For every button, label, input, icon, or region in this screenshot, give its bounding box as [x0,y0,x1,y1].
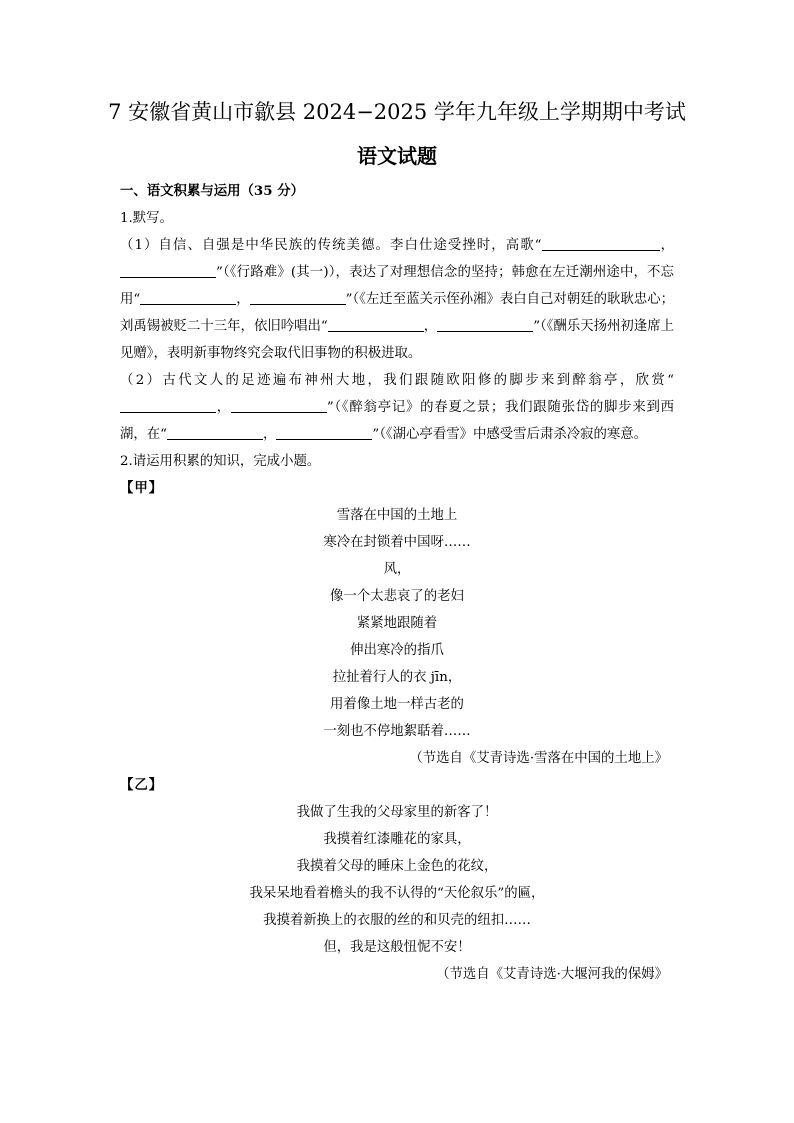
poem-b [120,799,674,961]
poem-line: 我摸着新换上的衣服的丝的和贝壳的纽扣…… [263,913,531,928]
question-2-heading: 2.请运用积累的知识，完成小题。 [120,454,321,469]
poem-line: 用着像土地一样古老的 [330,697,464,712]
section-heading: 一、语文积累与运用（35 分） [120,183,304,199]
poem-b-source: （节选自《艾青诗选·大堰河我的保姆》 [436,967,668,982]
poem-line: 紧紧地跟随着 [356,616,438,631]
poem-line: 寒冷在封锁着中国呀…… [323,535,471,550]
poem-line: 我摸着红漆雕花的家具， [323,832,471,847]
poem-line: 但，我是这般忸怩不安！ [323,940,471,955]
answer-blank[interactable] [437,317,533,332]
answer-blank[interactable] [276,425,372,440]
document-body [120,178,674,988]
poem-line: 拉扯着行人的衣 jīn， [332,670,462,685]
q1-text: ”（《左迁至蓝关示侄孙湘》表白自己对朝廷的耿耿忠心；刘禹锡被贬二十三年，依旧吟唱出“ [120,292,674,334]
answer-blank[interactable] [140,290,236,305]
poem-line: 风， [383,562,411,577]
poem-line: 像一个太悲哀了的老妇 [330,589,464,604]
poem-a [120,502,674,745]
poem-line: 我呆呆地看着檐头的我不认得的“天伦叙乐”的匾， [249,886,545,901]
document-subtitle: 语文试题 [357,144,437,168]
question-1-heading: 1.默写。 [120,211,173,226]
poem-line: 一刻也不停地絮聒着…… [323,724,471,739]
question-1-part-1 [120,232,674,367]
q1-text: ”（《行路难》(其一)），表达了对理想信念的坚持；韩愈在左迁潮州途中，不忘用“ [120,265,674,307]
poem-line: 我做了生我的父母家里的新客了！ [296,805,498,820]
q1-text: ， [263,427,277,442]
answer-blank[interactable] [120,398,216,413]
answer-blank[interactable] [231,398,327,413]
q1-text: ， [659,238,674,253]
poem-line: 雪落在中国的土地上 [336,508,458,523]
q1-text: ”（《湖心亭看雪》中感受雪后肃杀冷寂的寒意。 [372,427,648,442]
poem-label-a: 【甲】 [120,480,164,496]
answer-blank[interactable] [542,236,660,251]
q1-text: （1）自信、自强是中华民族的传统美德。李白仕途受挫时，高歌“ [120,238,542,253]
q1-text: ”（《酬乐天扬州初逢席上见赠》，表明新事物终究会取代旧事物的积极进取。 [120,319,674,361]
poem-a-source: （节选自《艾青诗选·雪落在中国的土地上》 [409,751,668,766]
poem-line: 我摸着父母的睡床上金色的花纹， [296,859,498,874]
question-1-part-2 [120,367,674,448]
poem-label-b: 【乙】 [120,777,164,793]
poem-line: 伸出寒冷的指爪 [350,643,444,658]
q1-text: ， [423,319,438,334]
q1-text: ”（《醉翁亭记》的春夏之景；我们跟随张岱的脚步来到西湖，在“ [120,400,674,442]
answer-blank[interactable] [328,317,424,332]
answer-blank[interactable] [167,425,263,440]
q1-text: （2）古代文人的足迹遍布神州大地，我们跟随欧阳修的脚步来到醉翁亭，欣赏“ [120,373,674,388]
answer-blank[interactable] [250,290,346,305]
q1-text: ， [216,400,231,415]
answer-blank[interactable] [120,263,216,278]
q1-text: ， [236,292,250,307]
document-title: 7 安徽省黄山市歙县 2024−2025 学年九年级上学期期中考试 [108,100,686,124]
